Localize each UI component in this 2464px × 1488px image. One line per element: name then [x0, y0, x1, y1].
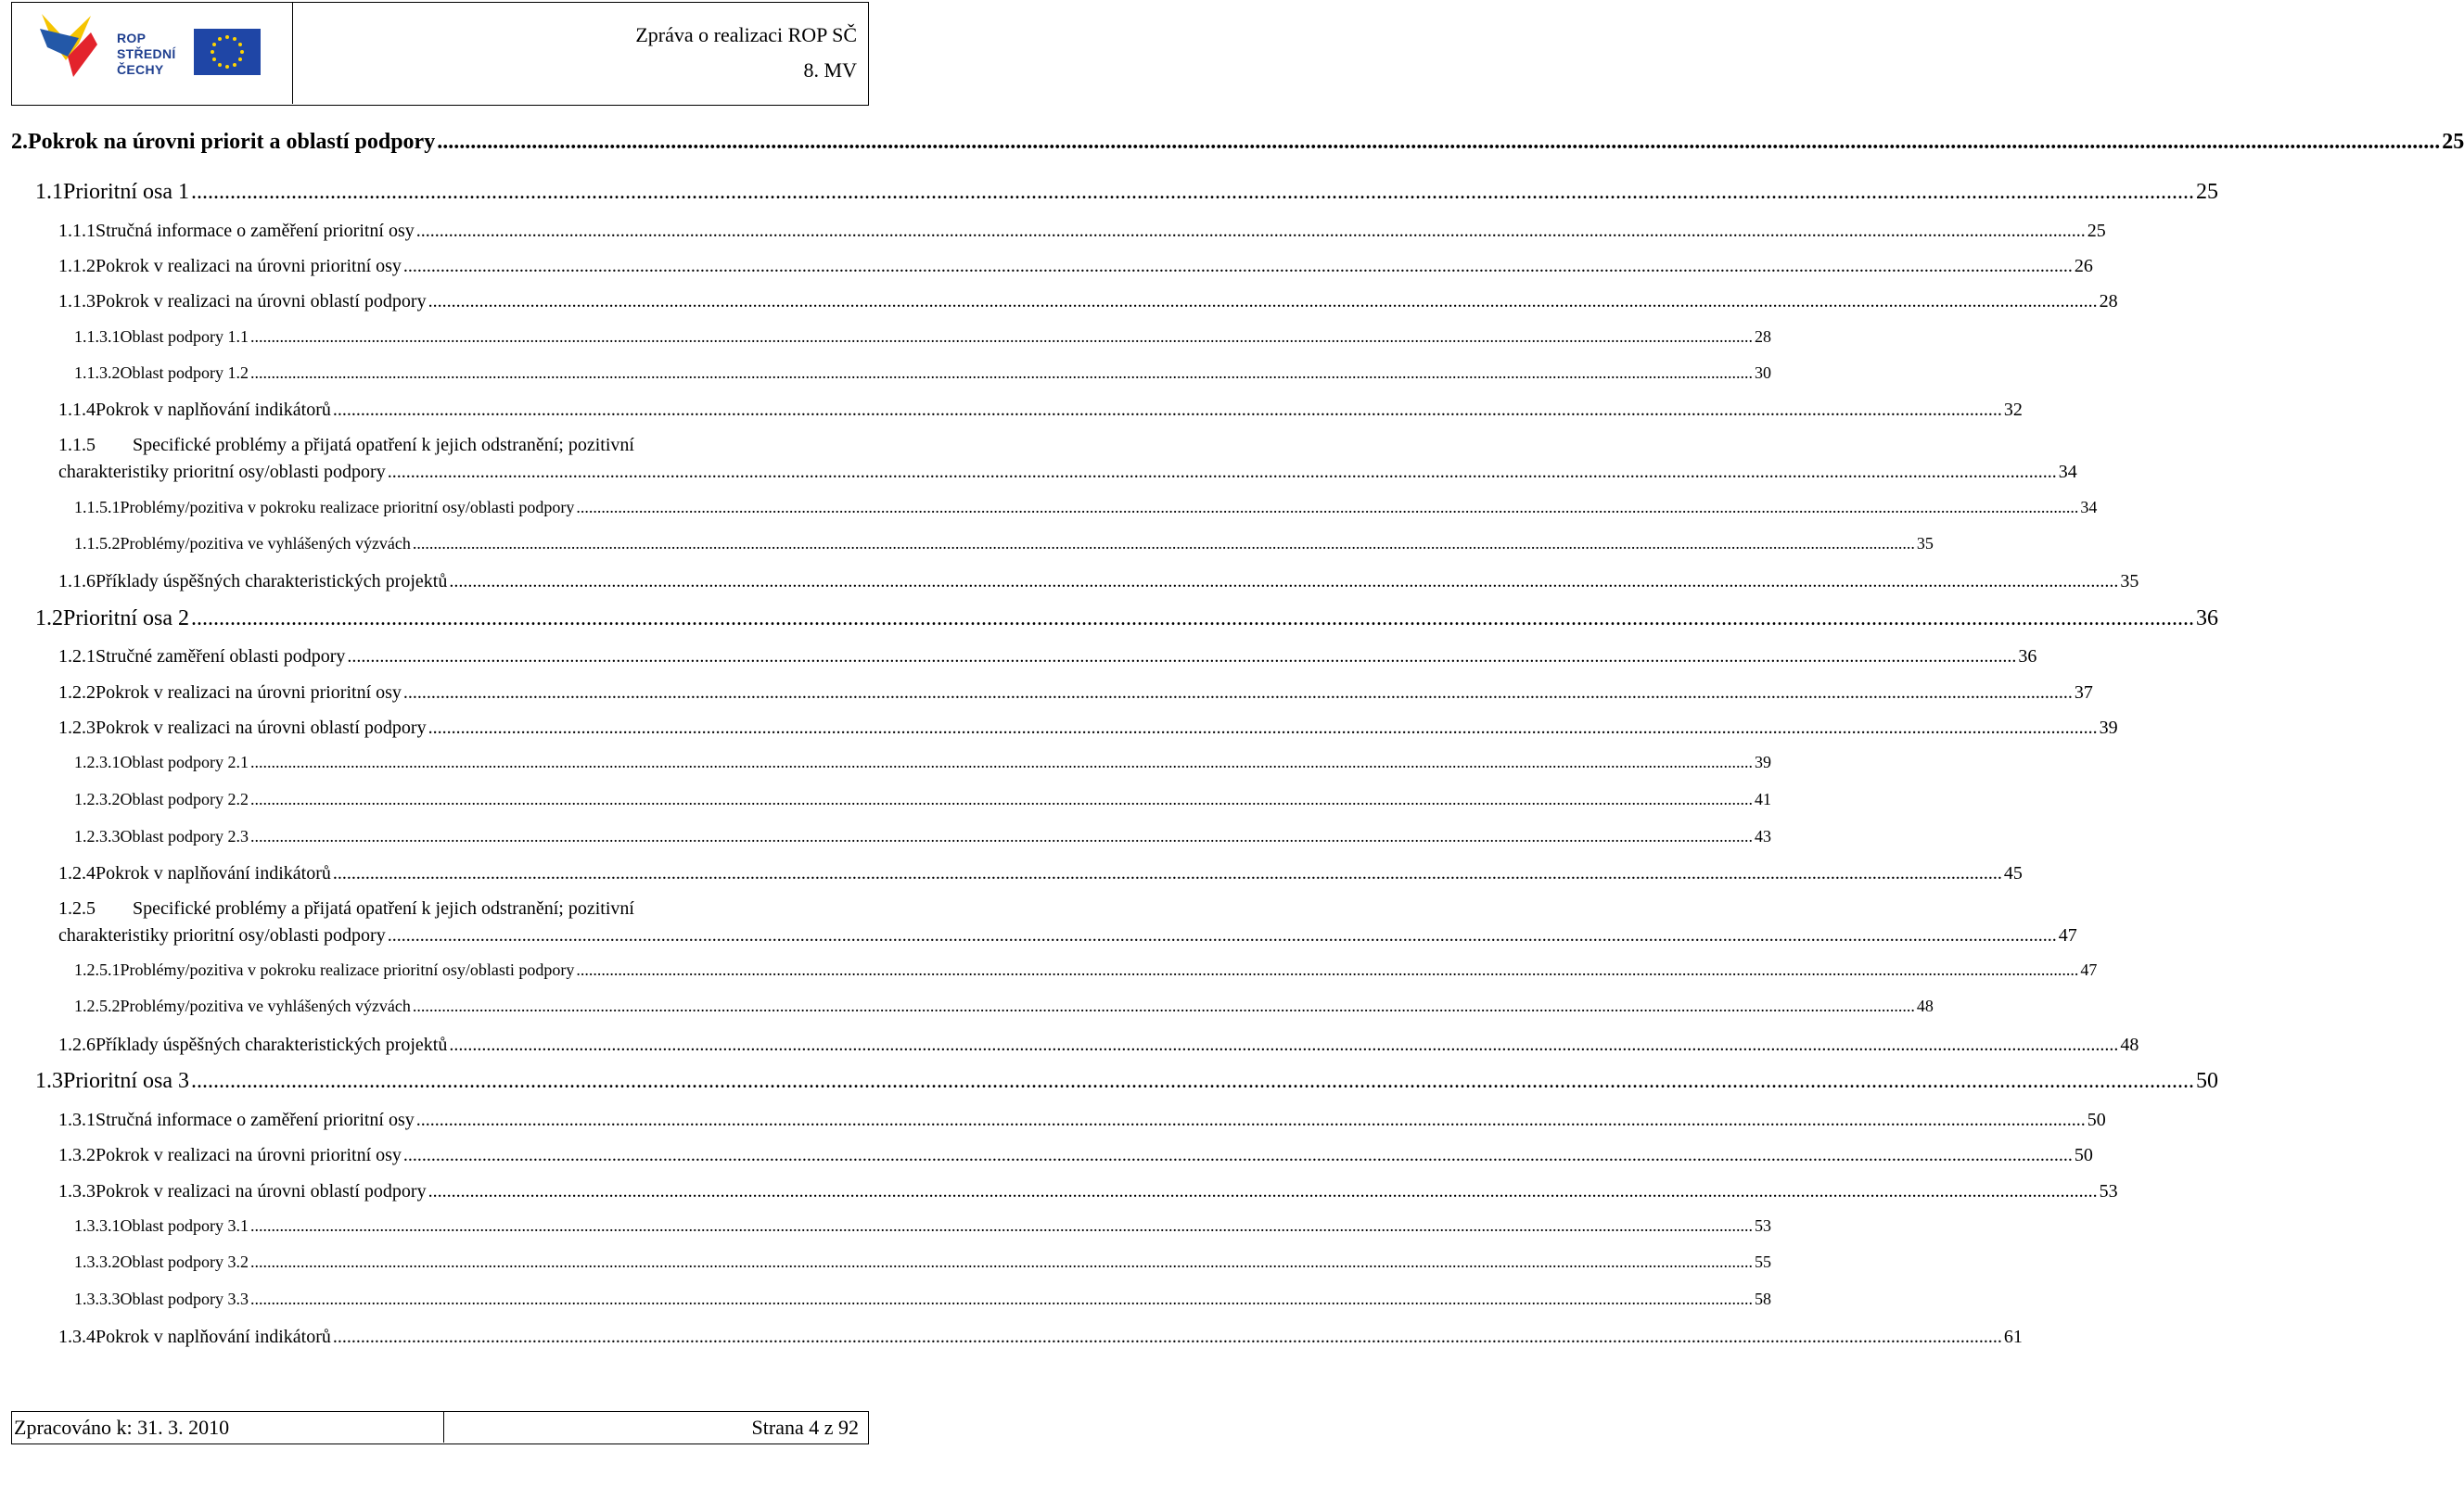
- toc-entry[interactable]: [58, 1144, 2093, 1166]
- logo-line-3: ČECHY: [117, 62, 164, 77]
- toc-entry-title: Příklady úspěšných charakteristických projektů: [96, 571, 448, 591]
- toc-entry[interactable]: [74, 362, 1771, 383]
- toc-entry-page: 26: [2074, 256, 2093, 276]
- toc-entry-number: 1.1.5.1: [74, 498, 121, 516]
- toc-entry-title: Stručná informace o zaměření prioritní osy: [96, 1110, 415, 1130]
- toc-entry[interactable]: [58, 717, 2118, 739]
- toc-entry-title: Problémy/pozitiva v pokroku realizace prioritní osy/oblasti podpory: [120, 498, 575, 516]
- toc-entry[interactable]: [74, 960, 2098, 980]
- toc-leader-dots: [250, 752, 1753, 772]
- toc-entry-title: Prioritní osa 1: [63, 180, 189, 204]
- toc-entry-number: 1.3: [35, 1069, 63, 1093]
- toc-entry-number: 1.3.3.1: [74, 1216, 121, 1235]
- toc-entry-title-line1: Specifické problémy a přijatá opatření k jejich odstranění; pozitivní: [133, 435, 634, 455]
- toc-entry-number: 1.1.3: [58, 291, 96, 312]
- toc-entry-title: Pokrok v realizaci na úrovni prioritní osy: [96, 1145, 402, 1165]
- toc-leader-dots: [413, 996, 1915, 1016]
- toc-entry-title: Pokrok v naplňování indikátorů: [96, 400, 331, 420]
- toc-entry[interactable]: [74, 497, 2098, 517]
- toc-entry-page: 58: [1755, 1290, 1771, 1308]
- toc-entry-page: 34: [2058, 462, 2077, 482]
- toc-entry[interactable]: [58, 570, 2139, 592]
- toc-leader-dots: [576, 497, 2078, 517]
- logo-line-2: STŘEDNÍ: [117, 46, 176, 61]
- toc-entry-number: 1.2.6: [58, 1035, 96, 1055]
- toc-entry-page: 53: [1755, 1216, 1771, 1235]
- toc-entry[interactable]: [58, 461, 2077, 483]
- toc-entry-page: 28: [2099, 291, 2118, 312]
- toc-entry-title: Pokrok v realizaci na úrovni prioritní osy: [96, 682, 402, 703]
- toc-entry-page: 50: [2074, 1145, 2093, 1165]
- page-footer: [11, 1411, 869, 1444]
- toc-entry[interactable]: [74, 789, 1771, 809]
- toc-entry[interactable]: [74, 326, 1771, 347]
- toc-entry-page: 37: [2074, 682, 2093, 703]
- toc-entry-line1[interactable]: [58, 435, 634, 456]
- toc-entry-page: 48: [2120, 1035, 2139, 1055]
- logo-text: [117, 31, 176, 78]
- toc-leader-dots: [250, 362, 1753, 383]
- toc-entry-number: 1.3.4: [58, 1327, 96, 1347]
- toc-entry-number: 1.2.3.2: [74, 790, 121, 808]
- toc-leader-dots: [250, 826, 1753, 846]
- toc-entry-title: Oblast podpory 1.2: [120, 363, 249, 382]
- toc-leader-dots: [403, 681, 2073, 704]
- toc-entry-title: Pokrok v realizaci na úrovni prioritní osy: [96, 256, 402, 276]
- toc-entry[interactable]: [58, 1326, 2023, 1348]
- toc-leader-dots: [403, 1144, 2073, 1166]
- toc-entry-title-line1: Specifické problémy a přijatá opatření k jejich odstranění; pozitivní: [133, 898, 634, 919]
- toc-entry[interactable]: [58, 399, 2023, 421]
- toc-leader-dots: [191, 179, 2194, 205]
- toc-entry[interactable]: [58, 645, 2037, 668]
- toc-leader-dots: [437, 129, 2440, 155]
- toc-entry[interactable]: [58, 924, 2077, 947]
- toc-entry[interactable]: [74, 826, 1771, 846]
- toc-leader-dots: [191, 1068, 2194, 1094]
- toc-entry-title: Oblast podpory 3.1: [120, 1216, 249, 1235]
- toc-entry-title: Oblast podpory 2.1: [120, 753, 249, 771]
- toc-entry-number: 1.2.1: [58, 646, 96, 667]
- toc-leader-dots: [428, 1180, 2098, 1202]
- toc-entry-page: 32: [2003, 400, 2023, 420]
- toc-entry-number: 1.2.5: [58, 898, 96, 919]
- toc-entry-number: 1.2.5.2: [74, 997, 121, 1015]
- toc-leader-dots: [449, 1034, 2118, 1056]
- document-subtitle: 8. MV: [803, 58, 857, 82]
- toc-entry-number: 1.1.1: [58, 221, 96, 241]
- toc-entry-page: 25: [2087, 221, 2106, 241]
- toc-entry[interactable]: [74, 533, 1934, 553]
- toc-entry-number: 2.: [11, 130, 28, 154]
- toc-entry-number: 1.1: [35, 180, 63, 204]
- toc-entry-page: 48: [1916, 997, 1934, 1015]
- toc-entry[interactable]: [58, 220, 2106, 242]
- toc-entry-title: Problémy/pozitiva ve vyhlášených výzvách: [120, 997, 411, 1015]
- toc-entry-title: Oblast podpory 2.3: [120, 827, 249, 846]
- toc-entry-number: 1.1.5: [58, 435, 96, 455]
- toc-entry-number: 1.2.3: [58, 718, 96, 738]
- toc-leader-dots: [250, 1252, 1753, 1272]
- toc-entry-title: Pokrok v realizaci na úrovni oblastí podpory: [96, 718, 427, 738]
- toc-entry[interactable]: [58, 681, 2093, 704]
- toc-leader-dots: [347, 645, 2016, 668]
- toc-entry-number: 1.1.2: [58, 256, 96, 276]
- toc-leader-dots: [428, 290, 2098, 312]
- toc-entry-title: Oblast podpory 3.3: [120, 1290, 249, 1308]
- toc-leader-dots: [576, 960, 2078, 980]
- toc-entry-number: 1.3.3.3: [74, 1290, 121, 1308]
- toc-entry[interactable]: [74, 1215, 1771, 1236]
- toc-entry-number: 1.2.3.3: [74, 827, 121, 846]
- toc-entry-title: Pokrok v naplňování indikátorů: [96, 1327, 331, 1347]
- toc-entry[interactable]: [11, 129, 2464, 155]
- toc-entry-page: 47: [2080, 960, 2098, 979]
- toc-entry[interactable]: [58, 1034, 2139, 1056]
- toc-entry-number: 1.1.4: [58, 400, 96, 420]
- toc-entry[interactable]: [58, 1180, 2118, 1202]
- toc-entry-title: Prioritní osa 2: [63, 606, 189, 630]
- toc-entry[interactable]: [35, 605, 2218, 631]
- toc-entry-number: 1.2.2: [58, 682, 96, 703]
- toc-entry[interactable]: [74, 752, 1771, 772]
- toc-entry-page: 39: [1755, 753, 1771, 771]
- toc-entry-number: 1.2.4: [58, 863, 96, 884]
- toc-entry[interactable]: [74, 996, 1934, 1016]
- toc-entry-title: Pokrok v realizaci na úrovni oblastí podpory: [96, 291, 427, 312]
- logo-line-1: ROP: [117, 31, 147, 45]
- toc-leader-dots: [416, 220, 2086, 242]
- toc-leader-dots: [333, 862, 2002, 884]
- logo-cell: [12, 3, 293, 104]
- toc-entry-title: Oblast podpory 3.2: [120, 1253, 249, 1271]
- toc-entry-page: 50: [2087, 1110, 2106, 1130]
- toc-entry-page: 30: [1755, 363, 1771, 382]
- toc-entry-page: 47: [2058, 925, 2077, 946]
- toc-leader-dots: [416, 1109, 2086, 1131]
- toc-entry-page: 36: [2018, 646, 2037, 667]
- toc-entry-title: Prioritní osa 3: [63, 1069, 189, 1093]
- page-header: [11, 2, 869, 106]
- toc-entry-number: 1.2.5.1: [74, 960, 121, 979]
- toc-entry-page: 25: [2442, 130, 2464, 154]
- header-title-cell: [635, 18, 857, 88]
- toc-entry-page: 43: [1755, 827, 1771, 846]
- toc-leader-dots: [388, 461, 2057, 483]
- toc-entry-number: 1.3.1: [58, 1110, 96, 1130]
- toc-entry-title: Stručná informace o zaměření prioritní osy: [96, 221, 415, 241]
- toc-entry-page: 39: [2099, 718, 2118, 738]
- document-title: Zpráva o realizaci ROP SČ: [635, 23, 857, 46]
- toc-entry[interactable]: [74, 1289, 1771, 1309]
- toc-entry-title: Oblast podpory 2.2: [120, 790, 249, 808]
- toc-entry-title: Příklady úspěšných charakteristických projektů: [96, 1035, 448, 1055]
- toc-entry-title: Pokrok v naplňování indikátorů: [96, 863, 331, 884]
- toc-entry-number: 1.1.3.1: [74, 327, 121, 346]
- toc-entry-line1[interactable]: [58, 898, 634, 920]
- toc-entry[interactable]: [58, 290, 2118, 312]
- toc-leader-dots: [191, 605, 2194, 631]
- toc-entry-page: 36: [2196, 606, 2218, 630]
- toc-entry-number: 1.3.2: [58, 1145, 96, 1165]
- toc-entry-number: 1.1.6: [58, 571, 96, 591]
- toc-entry-title: Problémy/pozitiva v pokroku realizace prioritní osy/oblasti podpory: [120, 960, 575, 979]
- toc-leader-dots: [413, 533, 1915, 553]
- toc-entry-number: 1.2.3.1: [74, 753, 121, 771]
- toc-leader-dots: [403, 255, 2073, 277]
- toc-entry-page: 53: [2099, 1181, 2118, 1202]
- toc-entry-title: charakteristiky prioritní osy/oblasti podpory: [58, 925, 386, 946]
- toc-entry-title: Problémy/pozitiva ve vyhlášených výzvách: [120, 534, 411, 553]
- toc-leader-dots: [250, 1215, 1753, 1236]
- toc-leader-dots: [333, 399, 2002, 421]
- toc-leader-dots: [250, 789, 1753, 809]
- toc-entry-number: 1.1.3.2: [74, 363, 121, 382]
- toc-entry[interactable]: [35, 1068, 2218, 1094]
- toc-entry-title: Pokrok v realizaci na úrovni oblastí podpory: [96, 1181, 427, 1202]
- toc-entry-page: 45: [2003, 863, 2023, 884]
- toc-entry-page: 28: [1755, 327, 1771, 346]
- toc-entry-page: 55: [1755, 1253, 1771, 1271]
- toc-entry[interactable]: [58, 862, 2023, 884]
- toc-leader-dots: [250, 326, 1753, 347]
- toc-entry-page: 41: [1755, 790, 1771, 808]
- toc-entry-page: 50: [2196, 1069, 2218, 1093]
- toc-entry-number: 1.3.3: [58, 1181, 96, 1202]
- toc-entry-page: 35: [2120, 571, 2139, 591]
- toc-entry-title: Pokrok na úrovni priorit a oblastí podpory: [28, 130, 436, 154]
- toc-leader-dots: [388, 924, 2057, 947]
- footer-date: Zpracováno k: 31. 3. 2010: [12, 1412, 444, 1443]
- toc-entry-number: 1.1.5.2: [74, 534, 121, 553]
- toc-leader-dots: [428, 717, 2098, 739]
- toc-entry[interactable]: [58, 1109, 2106, 1131]
- toc-entry-number: 1.3.3.2: [74, 1253, 121, 1271]
- toc-entry[interactable]: [35, 179, 2218, 205]
- toc-leader-dots: [250, 1289, 1753, 1309]
- toc-entry-page: 25: [2196, 180, 2218, 204]
- toc-entry-page: 34: [2080, 498, 2098, 516]
- footer-page-number: Strana 4 z 92: [751, 1416, 859, 1439]
- toc-leader-dots: [449, 570, 2118, 592]
- toc-entry-number: 1.2: [35, 606, 63, 630]
- toc-entry[interactable]: [58, 255, 2093, 277]
- toc-entry-page: 61: [2003, 1327, 2023, 1347]
- toc-leader-dots: [333, 1326, 2002, 1348]
- toc-entry-title: charakteristiky prioritní osy/oblasti podpory: [58, 462, 386, 482]
- toc-entry-page: 35: [1916, 534, 1934, 553]
- toc-entry-title: Oblast podpory 1.1: [120, 327, 249, 346]
- toc-entry-title: Stručné zaměření oblasti podpory: [96, 646, 346, 667]
- toc-entry[interactable]: [74, 1252, 1771, 1272]
